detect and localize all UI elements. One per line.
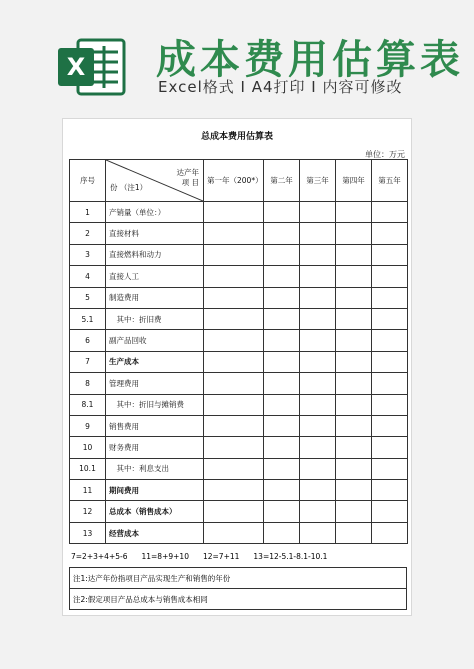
value-cell[interactable] bbox=[300, 202, 336, 223]
value-cell[interactable] bbox=[300, 308, 336, 329]
value-cell[interactable] bbox=[264, 308, 300, 329]
value-cell[interactable] bbox=[336, 351, 372, 372]
value-cell[interactable] bbox=[372, 330, 408, 351]
formula-4: 13=12-5.1-8.1-10.1 bbox=[253, 551, 328, 561]
value-cell[interactable] bbox=[372, 351, 408, 372]
value-cell[interactable] bbox=[300, 266, 336, 287]
value-cell[interactable] bbox=[204, 458, 264, 479]
row-item: 生产成本 bbox=[106, 351, 204, 372]
table-row bbox=[70, 308, 408, 329]
value-cell[interactable] bbox=[336, 223, 372, 244]
row-number: 13 bbox=[70, 522, 106, 543]
row-item: 直接人工 bbox=[106, 266, 204, 287]
row-item: 其中：利息支出 bbox=[106, 458, 204, 479]
value-cell[interactable] bbox=[300, 501, 336, 522]
row-item: 制造费用 bbox=[106, 287, 204, 308]
row-item: 销售费用 bbox=[106, 415, 204, 436]
value-cell[interactable] bbox=[300, 330, 336, 351]
value-cell[interactable] bbox=[336, 480, 372, 501]
header-diag-top-line1: 达产年 bbox=[176, 168, 199, 177]
banner-subtitle: Excel格式 I A4打印 I 内容可修改 bbox=[158, 78, 403, 96]
row-item: 财务费用 bbox=[106, 437, 204, 458]
value-cell[interactable] bbox=[372, 415, 408, 436]
value-cell[interactable] bbox=[336, 373, 372, 394]
value-cell[interactable] bbox=[372, 437, 408, 458]
table-row bbox=[70, 480, 408, 501]
value-cell[interactable] bbox=[204, 394, 264, 415]
header-year-2: 第二年 bbox=[264, 160, 300, 202]
table-row bbox=[70, 437, 408, 458]
value-cell[interactable] bbox=[204, 202, 264, 223]
header-diag-top bbox=[177, 168, 200, 188]
value-cell[interactable] bbox=[300, 437, 336, 458]
value-cell[interactable] bbox=[204, 373, 264, 394]
value-cell[interactable] bbox=[372, 308, 408, 329]
value-cell[interactable] bbox=[372, 287, 408, 308]
header-year-4: 第四年 bbox=[336, 160, 372, 202]
table-row bbox=[70, 373, 408, 394]
table-row bbox=[70, 223, 408, 244]
banner bbox=[0, 0, 474, 112]
value-cell[interactable] bbox=[264, 351, 300, 372]
table-row bbox=[70, 244, 408, 265]
value-cell[interactable] bbox=[336, 330, 372, 351]
value-cell[interactable] bbox=[264, 330, 300, 351]
value-cell[interactable] bbox=[300, 373, 336, 394]
table-row bbox=[70, 415, 408, 436]
value-cell[interactable] bbox=[336, 415, 372, 436]
header-seq: 序号 bbox=[70, 160, 106, 202]
value-cell[interactable] bbox=[336, 202, 372, 223]
value-cell[interactable] bbox=[372, 522, 408, 543]
document-title: 总成本费用估算表 bbox=[200, 132, 273, 142]
value-cell[interactable] bbox=[264, 437, 300, 458]
row-number: 10 bbox=[70, 437, 106, 458]
value-cell[interactable] bbox=[372, 266, 408, 287]
row-item: 其中：折旧与摊销费 bbox=[106, 394, 204, 415]
row-number: 7 bbox=[70, 351, 106, 372]
value-cell[interactable] bbox=[204, 351, 264, 372]
row-item: 管理费用 bbox=[106, 373, 204, 394]
header-diag-top-line2: 项 目 bbox=[181, 178, 199, 187]
row-number: 12 bbox=[70, 501, 106, 522]
value-cell[interactable] bbox=[336, 244, 372, 265]
value-cell[interactable] bbox=[204, 501, 264, 522]
row-number: 3 bbox=[70, 244, 106, 265]
value-cell[interactable] bbox=[204, 415, 264, 436]
row-number: 6 bbox=[70, 330, 106, 351]
value-cell[interactable] bbox=[264, 480, 300, 501]
value-cell[interactable] bbox=[372, 223, 408, 244]
formula-2: 11=8+9+10 bbox=[141, 551, 189, 561]
value-cell[interactable] bbox=[204, 287, 264, 308]
value-cell[interactable] bbox=[300, 394, 336, 415]
value-cell[interactable] bbox=[264, 223, 300, 244]
row-number: 5.1 bbox=[70, 308, 106, 329]
value-cell[interactable] bbox=[204, 480, 264, 501]
value-cell[interactable] bbox=[372, 373, 408, 394]
unit-label: 单位：万元 bbox=[365, 150, 405, 159]
banner-title: 成本费用估算表 bbox=[156, 37, 464, 83]
value-cell[interactable] bbox=[300, 287, 336, 308]
row-number: 10.1 bbox=[70, 458, 106, 479]
value-cell[interactable] bbox=[300, 415, 336, 436]
value-cell[interactable] bbox=[204, 330, 264, 351]
note-2: 注2:假定项目产品总成本与销售成本相同 bbox=[69, 588, 407, 610]
value-cell[interactable] bbox=[300, 244, 336, 265]
table-row bbox=[70, 394, 408, 415]
excel-icon bbox=[56, 36, 126, 98]
value-cell[interactable] bbox=[372, 394, 408, 415]
value-cell[interactable] bbox=[204, 266, 264, 287]
value-cell[interactable] bbox=[264, 501, 300, 522]
row-number: 8.1 bbox=[70, 394, 106, 415]
header-diag-bottom: 份 （注1） bbox=[110, 183, 148, 192]
value-cell[interactable] bbox=[204, 244, 264, 265]
value-cell[interactable] bbox=[372, 458, 408, 479]
value-cell[interactable] bbox=[204, 522, 264, 543]
row-item: 期间费用 bbox=[106, 480, 204, 501]
value-cell[interactable] bbox=[336, 287, 372, 308]
document-page bbox=[62, 118, 412, 616]
value-cell[interactable] bbox=[264, 244, 300, 265]
table-row bbox=[70, 458, 408, 479]
row-item: 直接燃料和动力 bbox=[106, 244, 204, 265]
value-cell[interactable] bbox=[372, 480, 408, 501]
value-cell[interactable] bbox=[264, 522, 300, 543]
value-cell[interactable] bbox=[372, 501, 408, 522]
value-cell[interactable] bbox=[264, 266, 300, 287]
row-item: 其中：折旧费 bbox=[106, 308, 204, 329]
value-cell[interactable] bbox=[264, 373, 300, 394]
value-cell[interactable] bbox=[336, 266, 372, 287]
row-number: 9 bbox=[70, 415, 106, 436]
value-cell[interactable] bbox=[336, 437, 372, 458]
row-item: 产销量（单位：） bbox=[106, 202, 204, 223]
value-cell[interactable] bbox=[264, 415, 300, 436]
value-cell[interactable] bbox=[264, 458, 300, 479]
value-cell[interactable] bbox=[336, 394, 372, 415]
row-item: 经营成本 bbox=[106, 522, 204, 543]
value-cell[interactable] bbox=[264, 202, 300, 223]
row-item: 总成本（销售成本） bbox=[106, 501, 204, 522]
formula-line bbox=[69, 545, 407, 567]
formula-3: 12=7+11 bbox=[202, 551, 240, 561]
row-number: 4 bbox=[70, 266, 106, 287]
value-cell[interactable] bbox=[300, 458, 336, 479]
value-cell[interactable] bbox=[300, 480, 336, 501]
table-row bbox=[70, 351, 408, 372]
row-number: 5 bbox=[70, 287, 106, 308]
table-row bbox=[70, 287, 408, 308]
value-cell[interactable] bbox=[336, 458, 372, 479]
value-cell[interactable] bbox=[336, 522, 372, 543]
table-row bbox=[70, 202, 408, 223]
table-row bbox=[70, 522, 408, 543]
row-number: 2 bbox=[70, 223, 106, 244]
table-row bbox=[70, 501, 408, 522]
value-cell[interactable] bbox=[204, 308, 264, 329]
value-cell[interactable] bbox=[372, 244, 408, 265]
value-cell[interactable] bbox=[336, 308, 372, 329]
row-item: 副产品回收 bbox=[106, 330, 204, 351]
row-number: 1 bbox=[70, 202, 106, 223]
row-number: 11 bbox=[70, 480, 106, 501]
row-number: 8 bbox=[70, 373, 106, 394]
row-item: 直接材料 bbox=[106, 223, 204, 244]
table-header-row bbox=[70, 160, 408, 202]
value-cell[interactable] bbox=[336, 501, 372, 522]
header-year-3: 第三年 bbox=[300, 160, 336, 202]
header-year-5: 第五年 bbox=[372, 160, 408, 202]
table-row bbox=[70, 330, 408, 351]
header-year-1: 第一年（200*） bbox=[204, 160, 264, 202]
formula-1: 7=2+3+4+5-6 bbox=[71, 551, 128, 561]
value-cell[interactable] bbox=[300, 223, 336, 244]
table-row bbox=[70, 266, 408, 287]
note-1: 注1:达产年份指项目产品实现生产和销售的年份 bbox=[69, 567, 407, 589]
value-cell[interactable] bbox=[264, 394, 300, 415]
value-cell[interactable] bbox=[204, 223, 264, 244]
value-cell[interactable] bbox=[264, 287, 300, 308]
excel-logo-letter: X bbox=[66, 53, 86, 81]
value-cell[interactable] bbox=[372, 202, 408, 223]
value-cell[interactable] bbox=[204, 437, 264, 458]
cost-table bbox=[69, 159, 408, 544]
value-cell[interactable] bbox=[300, 351, 336, 372]
value-cell[interactable] bbox=[300, 522, 336, 543]
header-diagonal-cell bbox=[106, 160, 204, 202]
